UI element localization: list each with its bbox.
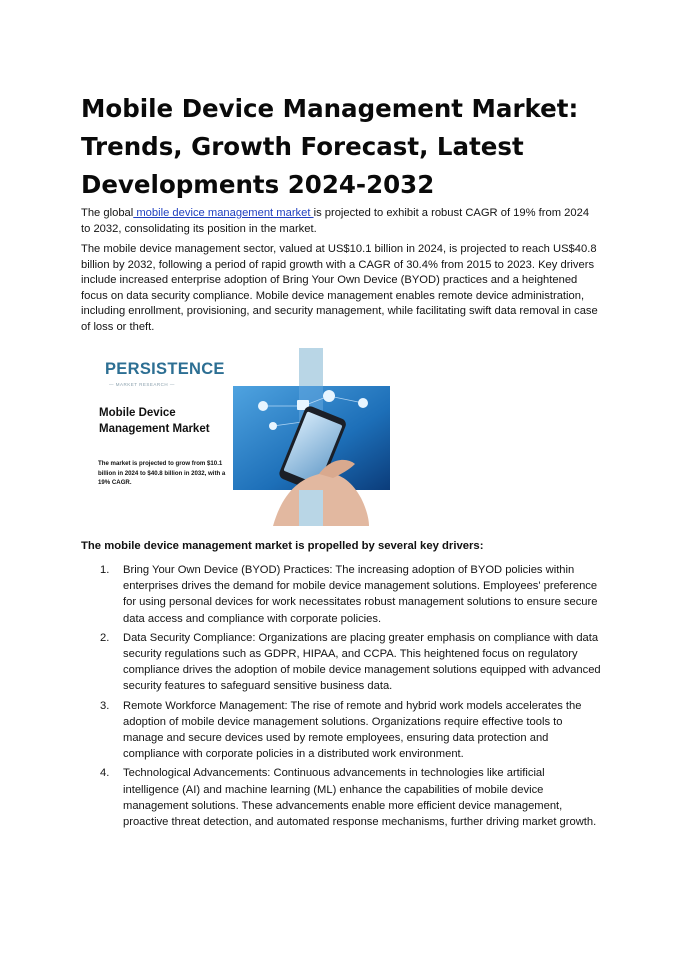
list-text: Bring Your Own Device (BYOD) Practices: The increasing adoption of BYOD policies within enterprises drives the demand for mobile device management solutions. Employees' preference for using personal devices for work necessitates robust management solutions to ensure secure data access and compliance with corporate policies.	[123, 564, 598, 625]
list-text: Data Security Compliance: Organizations are placing greater emphasis on compliance with data security regulations such as GDPR, HIPAA, and CCPA. This heightened focus on regulatory compliance drives the adoption of mobile device management solutions equipped with advanced security features to safeguard sensitive business data.	[123, 631, 601, 693]
list-item	[98, 562, 603, 627]
infographic-text-panel	[95, 348, 233, 526]
list-number: 4.	[100, 767, 110, 780]
list-number: 2.	[100, 631, 110, 644]
market-link[interactable]: mobile device management market	[133, 207, 314, 219]
infographic-title: Mobile Device Management Market	[99, 407, 210, 435]
market-infographic	[95, 348, 390, 526]
list-item	[98, 765, 603, 830]
list-number: 3.	[100, 699, 110, 712]
brand-logo: PERSISTENCE	[105, 360, 225, 378]
page-title: Mobile Device Management Market: Trends, Growth Forecast, Latest Developments 2024-2032	[81, 94, 579, 199]
list-item	[98, 630, 603, 695]
intro-prefix: The global	[81, 207, 134, 219]
drivers-list	[98, 562, 603, 833]
drivers-heading: The mobile device management market is propelled by several key drivers:	[81, 540, 484, 552]
intro-suffix: is projected to exhibit a robust CAGR of 19% from 2024 to 2032, consolidating its position in the market.	[81, 207, 590, 235]
list-item	[98, 698, 603, 763]
phone-hand-illustration	[233, 348, 390, 526]
list-text: Remote Workforce Management: The rise of remote and hybrid work models accelerates the adoption of mobile device management solutions. Organizations require effective tools to manage and secure devices used by remote employees, ensuring data protection and compliance with corporate policies in a distributed work environment.	[123, 699, 582, 761]
brand-tagline: — MARKET RESEARCH —	[109, 382, 175, 387]
list-text: Technological Advancements: Continuous advancements in technologies like artificial intelligence (AI) and machine learning (ML) enhance the capabilities of mobile device management solutions. These advancements enable more efficient device management, proactive threat detection, and automated response mechanisms, further driving market growth.	[123, 767, 597, 829]
intro-paragraph	[81, 206, 601, 237]
phone-hand-image	[233, 348, 390, 526]
list-number: 1.	[100, 564, 110, 576]
overview-paragraph: The mobile device management sector, valued at US$10.1 billion in 2024, is projected to reach US$40.8 billion by 2032, following a period of rapid growth with a CAGR of 30.4% from 2015 to 2023. Key drivers include increased enterprise adoption of Bring Your Own Device (BYOD) practices and a heightened focus on data security compliance. Mobile device management enables remote device administration, including enrollment, provisioning, and security management, while facilitating swift data removal in case of loss or theft.	[81, 243, 598, 333]
infographic-note: The market is projected to grow from $10.1 billion in 2024 to $40.8 billion in 2032, with a 19% CAGR.	[98, 460, 226, 486]
